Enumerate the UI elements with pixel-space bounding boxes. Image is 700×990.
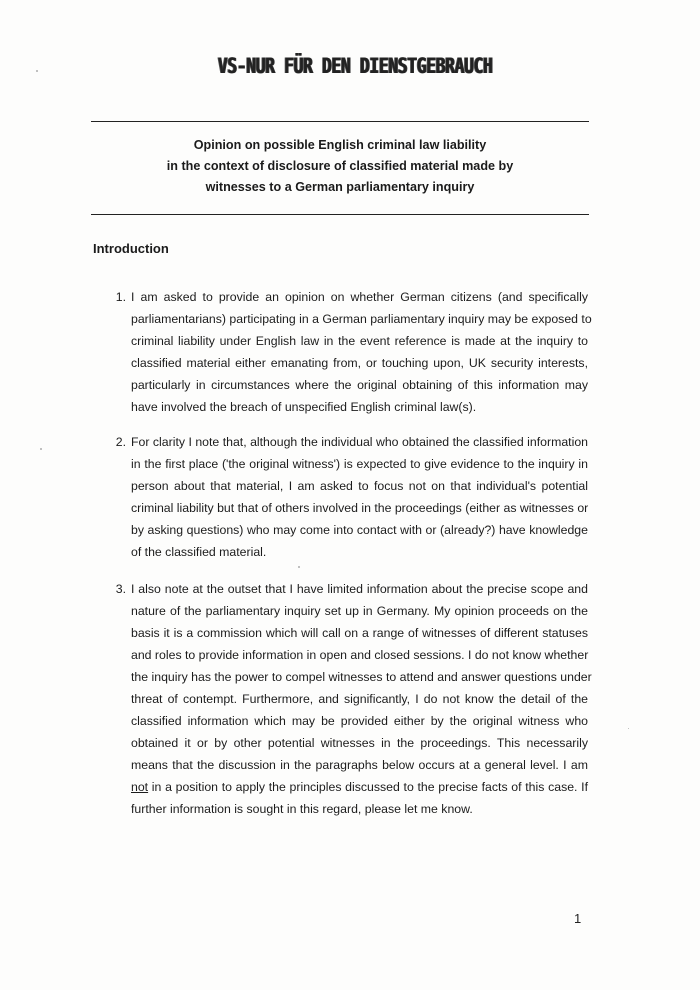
- paragraph-line: person about that material, I am asked to focus not on that individual's potential: [131, 479, 588, 493]
- classification-stamp: VS-NUR FÜR DEN DIENSTGEBRAUCH: [217, 54, 493, 78]
- paragraph-line-rest: in a position to apply the principles discussed to the precise facts of this case. If: [148, 780, 588, 794]
- paragraph-line: classified material either emanating from, or touching upon, UK security interests,: [131, 356, 588, 370]
- paragraph-number: 2.: [115, 435, 126, 449]
- paragraph-line: threat of contempt. Furthermore, and significantly, I do not know the detail of the: [131, 692, 588, 706]
- document-title: [91, 135, 589, 198]
- paragraph-line: by asking questions) who may come into contact with or (already?) have knowledge: [131, 523, 588, 537]
- page-number: 1: [574, 911, 582, 926]
- title-rule-top: [91, 121, 589, 122]
- title-line: Opinion on possible English criminal law liability: [193, 138, 487, 152]
- paragraph-line: of the classified material.: [131, 545, 267, 559]
- paragraph-line: For clarity I note that, although the individual who obtained the classified information: [131, 435, 588, 449]
- paragraph-line: basis it is a commission which will call on a range of witnesses of different statuses: [131, 626, 588, 640]
- paragraph-line: I am asked to provide an opinion on whether German citizens (and specifically: [131, 290, 588, 304]
- paragraph-line: I also note at the outset that I have limited information about the precise scope and: [131, 582, 588, 596]
- paragraph-line: nature of the parliamentary inquiry set up in Germany. My opinion proceeds on the: [131, 604, 588, 618]
- paragraph-line: [131, 776, 588, 798]
- paragraph-number: 3.: [115, 582, 126, 596]
- section-heading: Introduction: [93, 241, 169, 256]
- paragraph-body: [131, 431, 588, 563]
- scan-speck: [40, 448, 42, 450]
- paragraph-body: [131, 286, 592, 418]
- paragraph-line: criminal liability but that of others involved in the proceedings (either as witnesses or: [131, 501, 589, 515]
- paragraph-line: particularly in circumstances where the original obtaining of this information may: [131, 378, 588, 392]
- paragraph-body: [131, 578, 592, 820]
- paragraph-line: have involved the breach of unspecified English criminal law(s).: [131, 400, 477, 414]
- paragraph-number: 1.: [115, 290, 126, 304]
- title-line: witnesses to a German parliamentary inquiry: [205, 180, 475, 194]
- underlined-word: not: [131, 780, 149, 794]
- paragraph-line: classified information which may be provided either by the original witness who: [131, 714, 588, 728]
- paragraph-line: the inquiry has the power to compel witnesses to attend and answer questions under: [131, 670, 592, 684]
- paragraph-line: obtained it or by other potential witnesses in the proceedings. This necessarily: [131, 736, 588, 750]
- title-line: in the context of disclosure of classified material made by: [166, 159, 514, 173]
- scan-speck: [628, 728, 629, 729]
- title-rule-bottom: [91, 214, 589, 215]
- paragraph-line: criminal liability under English law in the event reference is made at the inquiry to: [131, 334, 588, 348]
- scan-speck: [36, 70, 38, 72]
- paragraph-line: means that the discussion in the paragraphs below occurs at a general level. I am: [131, 758, 588, 772]
- paragraph-line: further information is sought in this regard, please let me know.: [131, 802, 473, 816]
- paragraph-line: parliamentarians) participating in a German parliamentary inquiry may be exposed to: [131, 312, 592, 326]
- paragraph-line: in the first place ('the original witness') is expected to give evidence to the inquiry in: [131, 457, 588, 471]
- paragraph-line: and roles to provide information in open and closed sessions. I do not know whether: [131, 648, 589, 662]
- scan-speck: [298, 566, 300, 568]
